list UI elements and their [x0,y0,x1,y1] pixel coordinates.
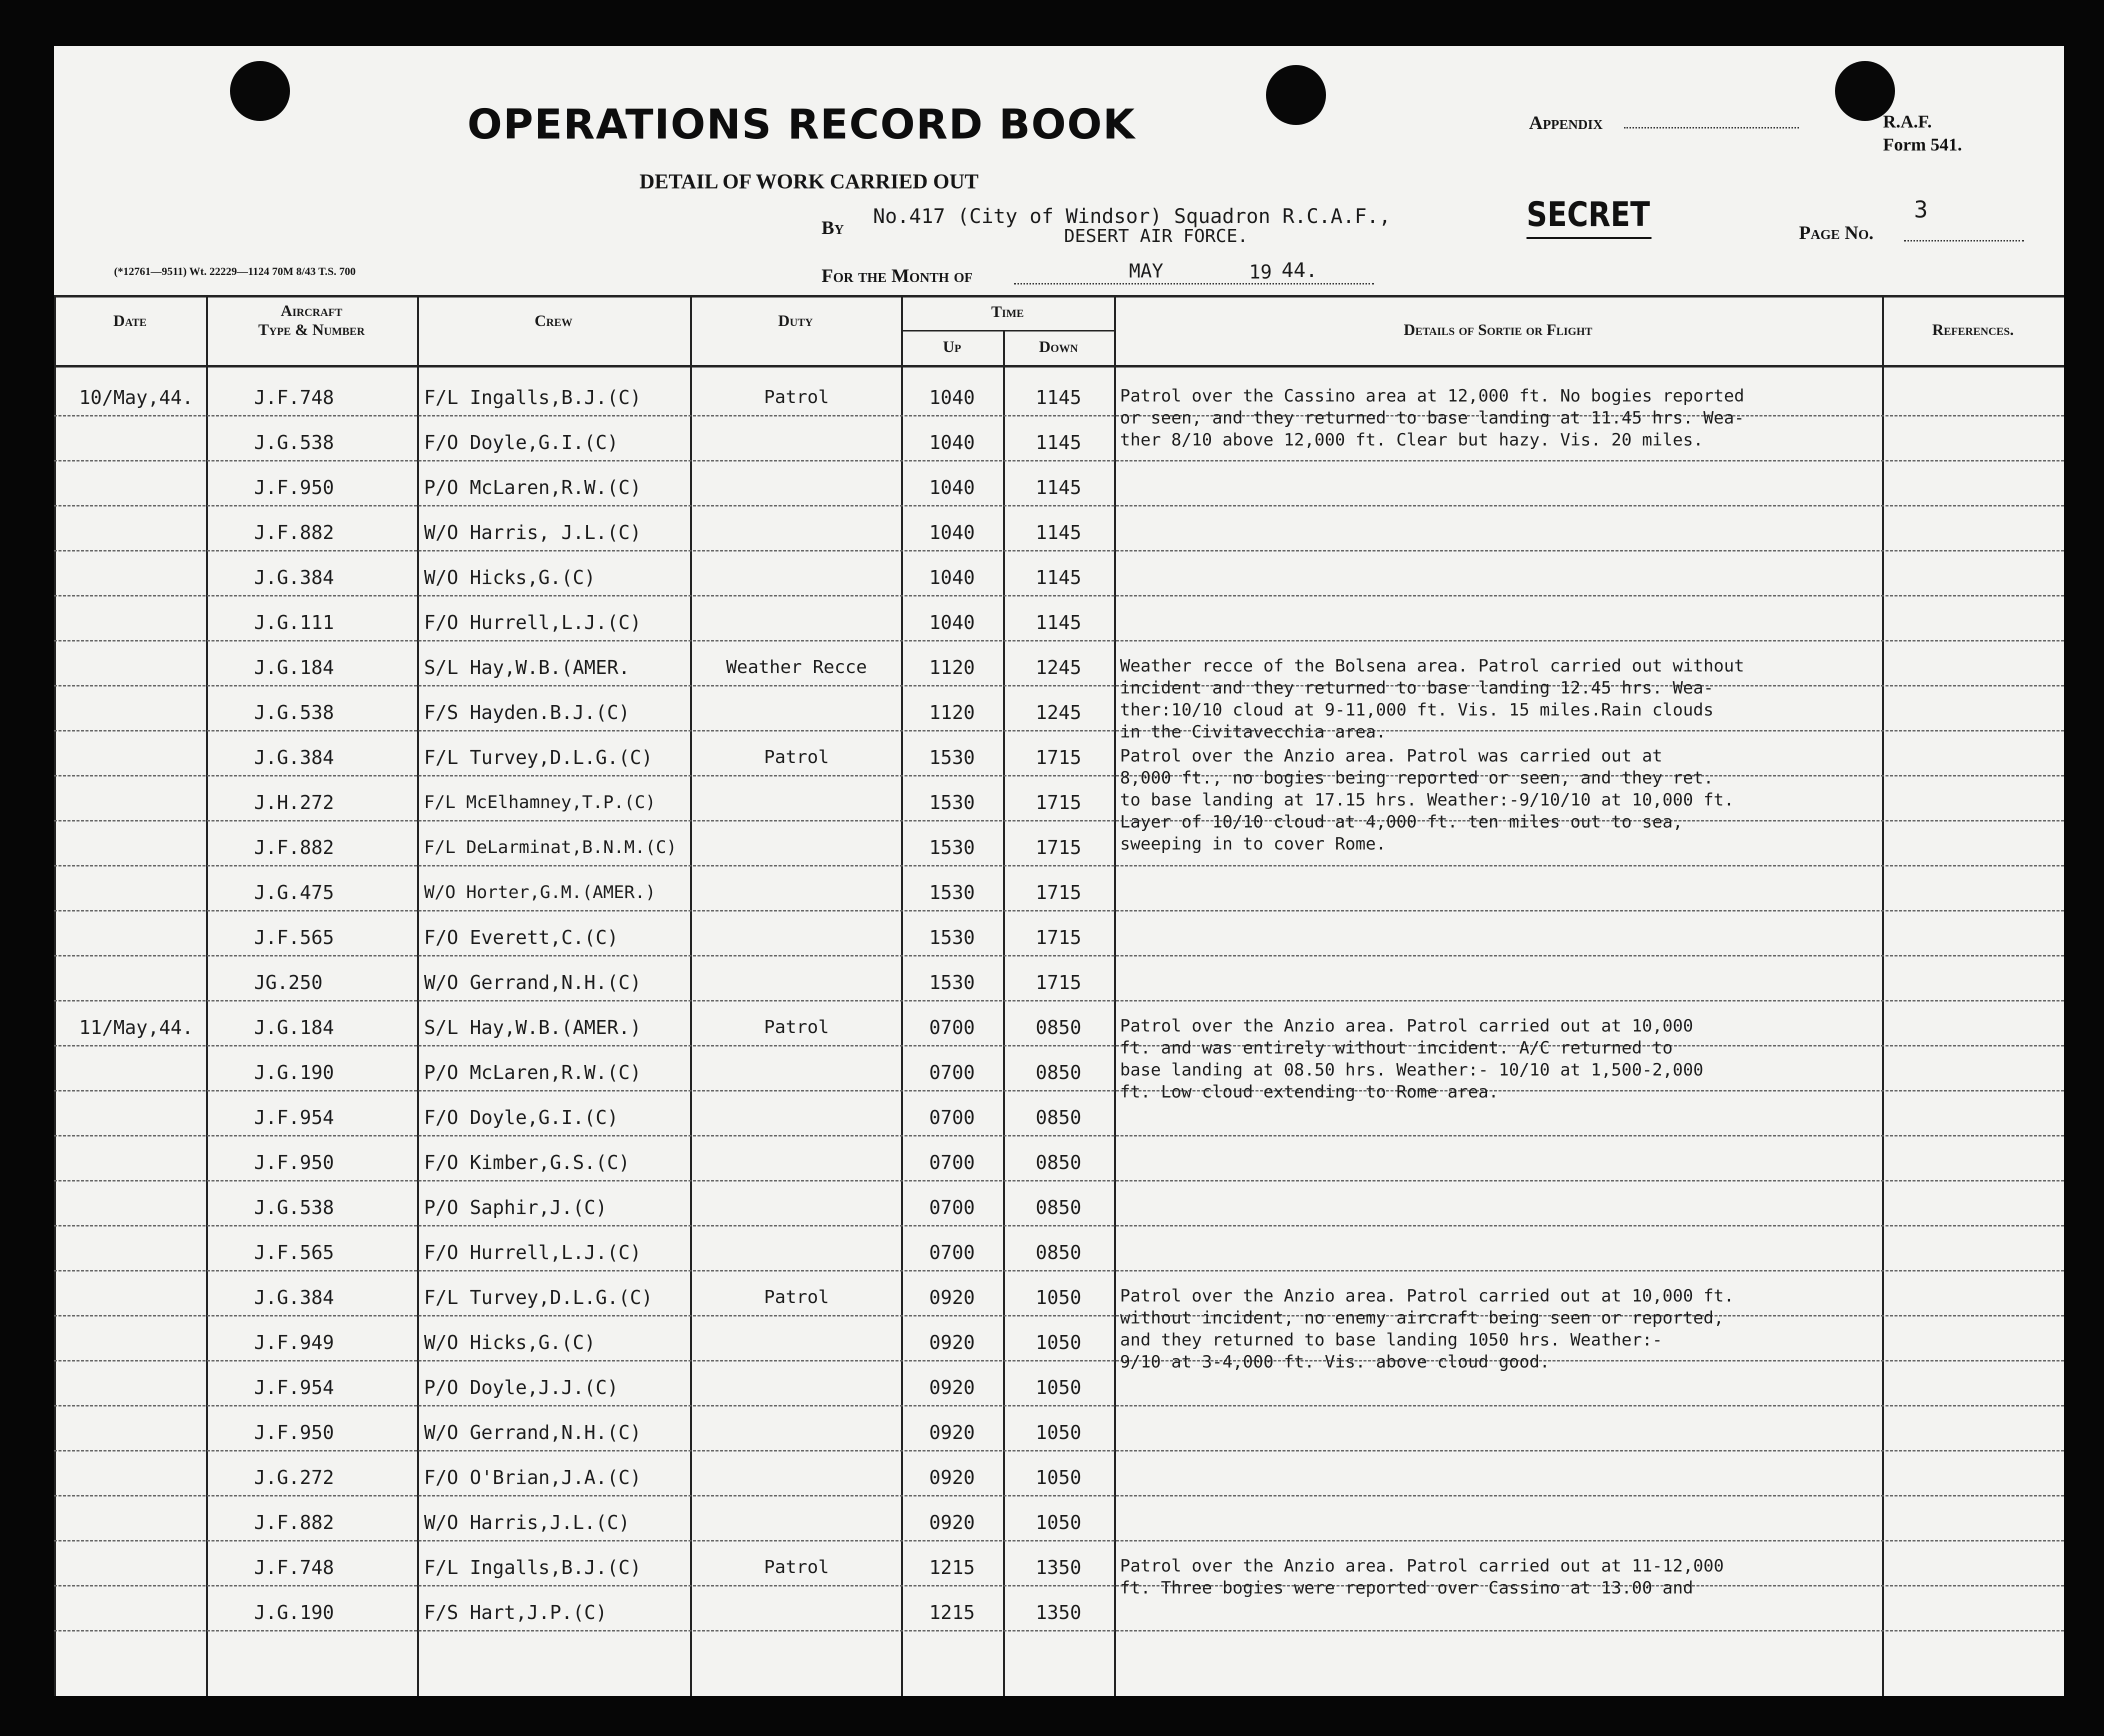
up-time-cell: 0920 [929,1376,975,1398]
down-time-cell: 0850 [1036,1242,1082,1264]
crew-cell: W/O Hicks,G.(C) [424,1332,596,1354]
sortie-detail-line: or seen, and they returned to base landing at 11.45 hrs. Wea- [1120,408,1744,428]
up-time-cell: 1215 [929,1556,975,1578]
crew-cell: S/L Hay,W.B.(AMER. [424,656,630,678]
down-time-cell: 0850 [1036,1152,1082,1174]
sortie-detail-line: 8,000 ft., no bogies being reported or seen, and they ret. [1120,768,1714,788]
crew-cell: F/L Turvey,D.L.G.(C) [424,746,653,768]
header-aircraft: Aircraft Type & Number [258,302,365,338]
up-time-cell: 0920 [929,1422,975,1444]
aircraft-cell: J.G.538 [254,432,334,454]
aircraft-cell: J.G.184 [254,1016,334,1038]
down-time-cell: 1145 [1036,386,1082,408]
down-time-cell: 1145 [1036,566,1082,588]
aircraft-cell: J.F.565 [254,1242,334,1264]
up-time-cell: 1530 [929,972,975,994]
row-rule [54,640,2064,642]
crew-cell: F/S Hayden.B.J.(C) [424,702,630,724]
date-cell: 11/May,44. [79,1016,194,1038]
table-header-border [54,365,2064,368]
aircraft-cell: J.F.748 [254,386,334,408]
row-rule [54,1000,2064,1002]
down-time-cell: 1145 [1036,476,1082,498]
down-time-cell: 0850 [1036,1106,1082,1128]
aircraft-cell: J.F.949 [254,1332,334,1354]
sortie-detail-line: ft. and was entirely without incident. A/C returned to [1120,1038,1673,1058]
up-time-cell: 0700 [929,1016,975,1038]
sortie-detail-line: Weather recce of the Bolsena area. Patrol carried out without [1120,656,1744,676]
duty-cell: Patrol [764,1287,830,1308]
down-time-cell: 1145 [1036,432,1082,454]
crew-cell: F/O O'Brian,J.A.(C) [424,1466,642,1488]
appendix-label: Appendix [1529,112,1603,134]
sortie-detail-line: ft. Low cloud extending to Rome area. [1120,1082,1499,1102]
sortie-detail-line: incident and they returned to base landing 12.45 hrs. Wea- [1120,678,1714,698]
sortie-detail-line: Patrol over the Anzio area. Patrol carried out at 11-12,000 [1120,1556,1724,1576]
time-subheader-line [901,330,1114,332]
aircraft-cell: J.G.384 [254,566,334,588]
sortie-detail-line: ft. Three bogies were reported over Cassino at 13.00 and [1120,1578,1694,1598]
aircraft-cell: J.F.882 [254,522,334,544]
aircraft-cell: J.F.954 [254,1376,334,1398]
aircraft-cell: JG.250 [254,972,323,994]
crew-cell: W/O Hicks,G.(C) [424,566,596,588]
up-time-cell: 1040 [929,476,975,498]
up-time-cell: 1215 [929,1602,975,1624]
aircraft-cell: J.F.748 [254,1556,334,1578]
crew-cell: F/L Ingalls,B.J.(C) [424,1556,642,1578]
up-time-cell: 1040 [929,386,975,408]
down-time-cell: 1715 [1036,926,1082,948]
up-time-cell: 1120 [929,656,975,678]
month-value: MAY [1129,260,1164,282]
up-time-cell: 0700 [929,1196,975,1218]
row-rule [54,460,2064,462]
up-time-cell: 1120 [929,702,975,724]
crew-cell: F/O Doyle,G.I.(C) [424,1106,618,1128]
up-time-cell: 0920 [929,1332,975,1354]
up-time-cell: 0920 [929,1512,975,1534]
sortie-detail-line: to base landing at 17.15 hrs. Weather:-9/10/10 at 10,000 ft. [1120,790,1734,810]
by-label: By [822,218,844,238]
page-title: OPERATIONS RECORD BOOK [467,101,1136,148]
crew-cell: P/O McLaren,R.W.(C) [424,1062,642,1084]
crew-cell: W/O Horter,G.M.(AMER.) [424,882,656,902]
down-time-cell: 1715 [1036,746,1082,768]
crew-cell: F/L DeLarminat,B.N.M.(C) [424,838,677,858]
record-page [54,46,2064,1696]
aircraft-cell: J.G.184 [254,656,334,678]
crew-cell: S/L Hay,W.B.(AMER.) [424,1016,642,1038]
down-time-cell: 1050 [1036,1466,1082,1488]
header-crew: Crew [534,312,572,330]
unit-name-line2: DESERT AIR FORCE. [1064,226,1248,246]
up-time-cell: 1530 [929,792,975,814]
down-time-cell: 1715 [1036,882,1082,904]
up-time-cell: 1530 [929,926,975,948]
sortie-detail-line: Patrol over the Cassino area at 12,000 ft. No bogies reported [1120,386,1744,406]
year-value: 44. [1282,259,1318,282]
down-time-cell: 1050 [1036,1332,1082,1354]
up-time-cell: 0700 [929,1106,975,1128]
sortie-detail-line: without incident, no enemy aircraft being seen or reported, [1120,1308,1724,1328]
row-rule [54,1270,2064,1272]
crew-cell: F/O Everett,C.(C) [424,926,618,948]
down-time-cell: 1050 [1036,1422,1082,1444]
row-rule [54,1450,2064,1452]
aircraft-cell: J.G.538 [254,1196,334,1218]
crew-cell: F/S Hart,J.P.(C) [424,1602,608,1624]
aircraft-cell: J.F.950 [254,1152,334,1174]
duty-cell: Patrol [764,1557,830,1578]
secret-stamp: SECRET [1526,195,1650,234]
row-rule [54,1135,2064,1136]
up-time-cell: 1530 [929,836,975,858]
row-rule [54,955,2064,956]
up-time-cell: 1040 [929,566,975,588]
aircraft-cell: J.G.384 [254,1286,334,1308]
crew-cell: F/O Hurrell,L.J.(C) [424,612,642,634]
sortie-detail-line: sweeping in to cover Rome. [1120,834,1386,854]
page-number: 3 [1914,196,1928,223]
sortie-detail-line: Patrol over the Anzio area. Patrol was carried out at [1120,746,1662,766]
row-rule [54,1225,2064,1226]
sortie-detail-line: in the Civitavecchia area. [1120,722,1386,742]
crew-cell: W/O Harris,J.L.(C) [424,1512,630,1534]
header-up: Up [942,338,962,356]
aircraft-cell: J.F.950 [254,1422,334,1444]
crew-cell: F/L McElhamney,T.P.(C) [424,792,656,812]
unit-name: No.417 (City of Windsor) Squadron R.C.A.F., [873,205,1391,228]
down-time-cell: 1350 [1036,1556,1082,1578]
sortie-detail-line: Patrol over the Anzio area. Patrol carried out at 10,000 [1120,1016,1694,1036]
up-time-cell: 1040 [929,432,975,454]
table-top-border [54,295,2064,298]
row-rule [54,1540,2064,1542]
crew-cell: P/O Saphir,J.(C) [424,1196,608,1218]
row-rule [54,1405,2064,1406]
duty-cell: Patrol [764,387,830,408]
duty-cell: Patrol [764,747,830,768]
down-time-cell: 0850 [1036,1062,1082,1084]
aircraft-cell: J.H.272 [254,792,334,814]
sortie-detail-line: Patrol over the Anzio area. Patrol carried out at 10,000 ft. [1120,1286,1734,1306]
row-rule [54,1495,2064,1496]
down-time-cell: 1145 [1036,522,1082,544]
raf-label: R.A.F. [1883,112,1932,132]
down-time-cell: 0850 [1036,1196,1082,1218]
crew-cell: W/O Gerrand,N.H.(C) [424,972,642,994]
row-rule [54,865,2064,866]
down-time-cell: 1350 [1036,1602,1082,1624]
up-time-cell: 1530 [929,746,975,768]
record-table [54,46,2064,1696]
down-time-cell: 1715 [1036,792,1082,814]
sortie-detail-line: and they returned to base landing 1050 hrs. Weather:- [1120,1330,1662,1350]
aircraft-cell: J.F.882 [254,836,334,858]
crew-cell: F/L Ingalls,B.J.(C) [424,386,642,408]
crew-cell: W/O Gerrand,N.H.(C) [424,1422,642,1444]
sortie-detail-line: Layer of 10/10 cloud at 4,000 ft. ten miles out to sea, [1120,812,1683,832]
row-rule [54,1630,2064,1632]
sortie-detail-line: ther 8/10 above 12,000 ft. Clear but hazy. Vis. 20 miles. [1120,430,1704,450]
form-no-label: Form 541. [1883,134,1962,154]
row-rule [54,910,2064,912]
up-time-cell: 1040 [929,612,975,634]
date-cell: 10/May,44. [79,386,194,408]
crew-cell: F/L Turvey,D.L.G.(C) [424,1286,653,1308]
aircraft-cell: J.G.272 [254,1466,334,1488]
duty-cell: Patrol [764,1017,830,1038]
down-time-cell: 1715 [1036,836,1082,858]
crew-cell: F/O Kimber,G.S.(C) [424,1152,630,1174]
aircraft-cell: J.G.190 [254,1062,334,1084]
header-down: Down [1038,338,1078,356]
down-time-cell: 1145 [1036,612,1082,634]
year-prefix: 19 [1249,261,1272,283]
up-time-cell: 0920 [929,1286,975,1308]
print-code: (*12761—9511) Wt. 22229—1124 70M 8/43 T.S. 700 [114,265,356,278]
down-time-cell: 1245 [1036,656,1082,678]
aircraft-cell: J.F.954 [254,1106,334,1128]
aircraft-cell: J.G.384 [254,746,334,768]
up-time-cell: 0700 [929,1152,975,1174]
crew-cell: F/O Hurrell,L.J.(C) [424,1242,642,1264]
sortie-detail-line: 9/10 at 3-4,000 ft. Vis. above cloud good. [1120,1352,1550,1372]
down-time-cell: 1050 [1036,1376,1082,1398]
down-time-cell: 1050 [1036,1286,1082,1308]
sortie-detail-line: ther:10/10 cloud at 9-11,000 ft. Vis. 15 miles.Rain clouds [1120,700,1714,720]
aircraft-cell: J.F.882 [254,1512,334,1534]
page-no-label: Page No. [1799,222,1874,244]
row-rule [54,550,2064,552]
aircraft-cell: J.G.190 [254,1602,334,1624]
down-time-cell: 1245 [1036,702,1082,724]
aircraft-cell: J.G.538 [254,702,334,724]
up-time-cell: 0700 [929,1062,975,1084]
crew-cell: P/O Doyle,J.J.(C) [424,1376,618,1398]
header-date: Date [113,312,147,330]
down-time-cell: 0850 [1036,1016,1082,1038]
row-rule [54,1180,2064,1182]
page-subtitle: DETAIL OF WORK CARRIED OUT [639,170,979,194]
sortie-detail-line: base landing at 08.50 hrs. Weather:- 10/10 at 1,500-2,000 [1120,1060,1704,1080]
aircraft-cell: J.G.111 [254,612,334,634]
header-details: Details of Sortie or Flight [1404,320,1592,338]
down-time-cell: 1050 [1036,1512,1082,1534]
crew-cell: F/O Doyle,G.I.(C) [424,432,618,454]
month-label: For the Month of [822,266,973,286]
up-time-cell: 0920 [929,1466,975,1488]
header-time: Time [991,302,1024,320]
down-time-cell: 1715 [1036,972,1082,994]
header-references: References. [1932,320,2014,338]
aircraft-cell: J.G.475 [254,882,334,904]
aircraft-cell: J.F.950 [254,476,334,498]
row-rule [54,505,2064,506]
up-time-cell: 0700 [929,1242,975,1264]
up-time-cell: 1040 [929,522,975,544]
duty-cell: Weather Recce [726,657,867,678]
aircraft-cell: J.F.565 [254,926,334,948]
row-rule [54,595,2064,596]
crew-cell: P/O McLaren,R.W.(C) [424,476,642,498]
up-time-cell: 1530 [929,882,975,904]
header-duty: Duty [778,312,813,330]
crew-cell: W/O Harris, J.L.(C) [424,522,642,544]
